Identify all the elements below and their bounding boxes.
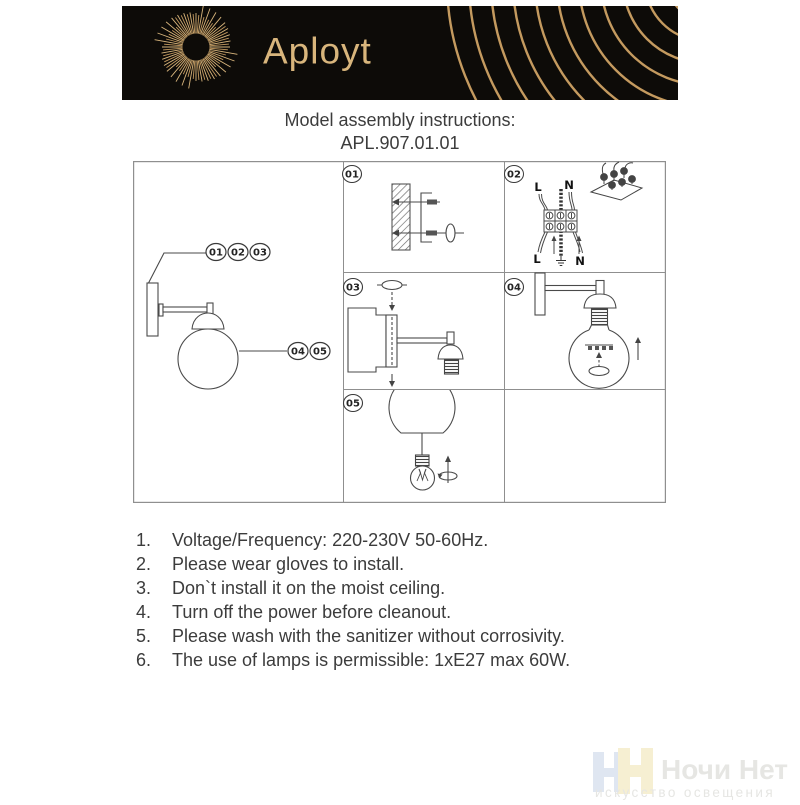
list-item: 4. Turn off the power before cleanout.	[136, 602, 452, 622]
ray-fan-icon	[447, 6, 678, 100]
down-arrow	[389, 381, 395, 387]
wire-label-L-top: L	[534, 180, 542, 194]
wall-plate	[147, 283, 158, 336]
ground-symbol-icon	[556, 256, 566, 266]
canopy-bracket	[348, 308, 386, 372]
hatched-wall	[392, 184, 410, 250]
callout-03: 03	[253, 247, 267, 259]
callout-01: 01	[209, 247, 223, 259]
watermark	[585, 742, 797, 805]
globe-shade	[178, 329, 238, 389]
overview-panel	[147, 244, 330, 390]
starburst-logo-icon	[155, 6, 238, 88]
up-arrow	[635, 337, 641, 343]
lamp-arm	[545, 286, 596, 291]
shade-cap	[584, 294, 616, 308]
callout-02: 02	[231, 247, 245, 259]
step-01-panel	[343, 166, 465, 251]
globe-shade	[569, 330, 629, 388]
wire-label-N-top: N	[564, 178, 574, 192]
instructions-list	[136, 528, 696, 672]
globe-opening	[589, 367, 609, 376]
screw-body	[427, 200, 437, 205]
brand-banner	[122, 6, 678, 100]
step-03-panel	[344, 279, 464, 388]
locking-nut	[382, 281, 402, 290]
watermark-tagline: искусство освещения	[595, 785, 776, 800]
model-number: APL.907.01.01	[340, 133, 460, 153]
shade-cap	[192, 313, 224, 329]
step-05-label: 05	[346, 398, 360, 410]
callout-05: 05	[313, 346, 327, 358]
callout-04: 04	[291, 346, 305, 358]
wire-label-N-bottom: N	[575, 254, 585, 268]
step-04-panel	[505, 273, 642, 388]
lamp-stem	[447, 332, 454, 344]
list-item: 6. The use of lamps is permissible: 1xE27 max 60W.	[136, 650, 571, 670]
banner-decor	[122, 6, 678, 100]
assembly-diagram	[133, 161, 666, 508]
lamp-arm	[163, 307, 207, 312]
washer	[446, 224, 455, 242]
threaded-socket	[592, 309, 608, 325]
threaded-socket	[445, 360, 459, 374]
list-item: 3. Don`t install it on the moist ceiling.	[136, 578, 446, 598]
shade-cap	[438, 345, 463, 359]
lamp-stem	[596, 281, 604, 295]
down-arrow	[389, 305, 395, 311]
screw-body	[426, 231, 437, 236]
step-02-panel	[505, 162, 643, 268]
watermark-brand: Ночи Нет	[661, 754, 789, 785]
step-04-label: 04	[507, 282, 521, 294]
terminal-block	[544, 210, 577, 232]
light-bulb-icon	[411, 455, 435, 490]
step-01-label: 01	[345, 169, 359, 181]
list-item: 5. Please wash with the sanitizer without corrosivity.	[136, 626, 565, 646]
terminal-block-3d-icon	[591, 162, 642, 200]
rotate-arrow-icon	[438, 456, 458, 484]
list-item: 1. Voltage/Frequency: 220-230V 50-60Hz.	[136, 530, 489, 550]
wall-plate	[535, 273, 545, 315]
step-03-label: 03	[346, 282, 360, 294]
step-02-label: 02	[507, 169, 521, 181]
up-arrow	[552, 236, 557, 242]
arm-bracket	[159, 304, 163, 316]
globe-shade	[389, 375, 455, 433]
callout-leader-line	[148, 253, 208, 284]
wire-label-L-bottom: L	[533, 252, 541, 266]
page-title: Model assembly instructions:	[284, 110, 516, 130]
brand-logo-text: Aployt	[263, 30, 372, 72]
list-item: 2. Please wear gloves to install.	[136, 554, 405, 574]
title-block	[0, 109, 800, 155]
lamp-arm	[397, 338, 447, 343]
step-05-panel	[344, 375, 458, 490]
